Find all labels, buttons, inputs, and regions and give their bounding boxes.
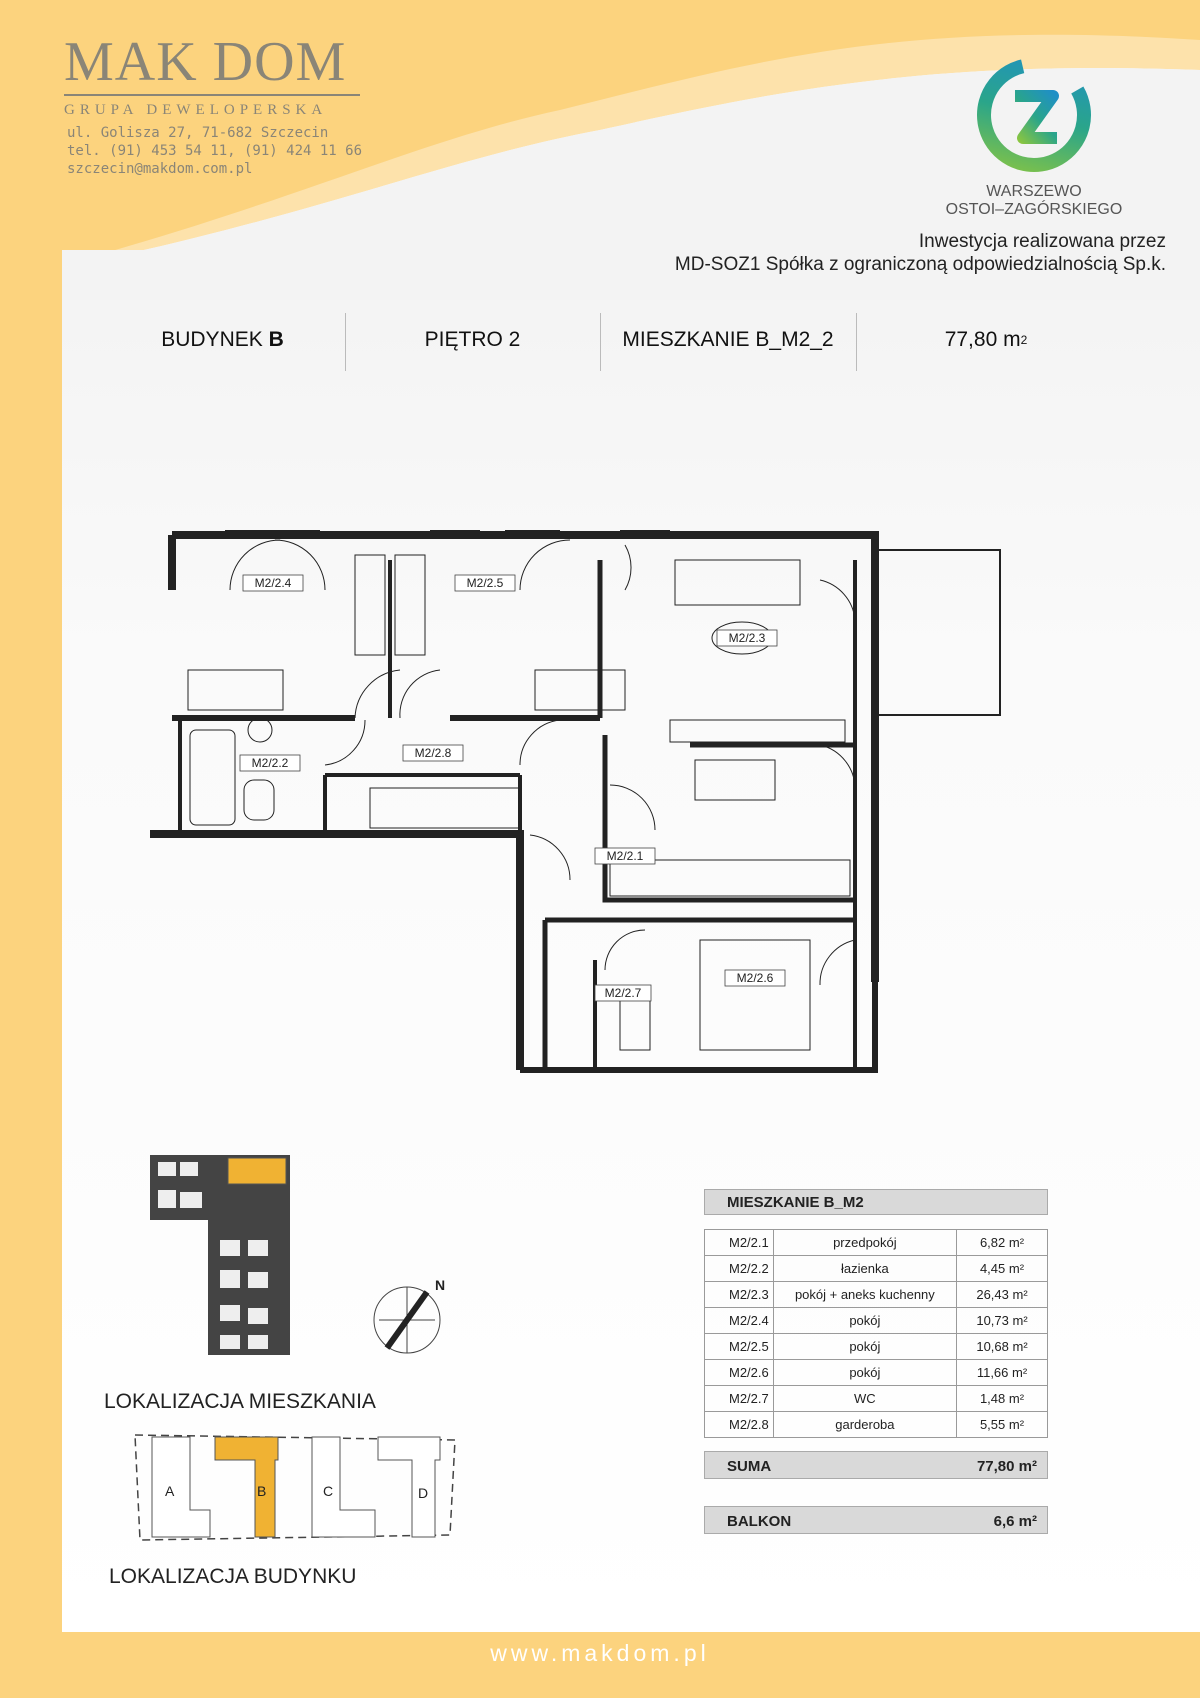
plan-label-r3: M2/2.3 [728, 631, 766, 645]
building-label-d: D [418, 1485, 429, 1501]
room-area: 5,55 m² [957, 1412, 1048, 1438]
apartment-location-map [148, 1150, 298, 1365]
logo-name: MAK DOM [64, 31, 347, 93]
plan-label-r2: M2/2.2 [251, 756, 289, 770]
room-id: M2/2.7 [705, 1386, 774, 1412]
room-area: 4,45 m² [957, 1256, 1048, 1282]
room-id: M2/2.1 [705, 1230, 774, 1256]
room-id: M2/2.8 [705, 1412, 774, 1438]
balcony-row [704, 1506, 1048, 1534]
building-label-b: B [257, 1483, 267, 1499]
investor-line1: Inwestycja realizowana przez [918, 231, 1166, 252]
logo-divider [64, 94, 360, 96]
rooms-sum-row [704, 1451, 1048, 1479]
room-area: 26,43 m² [957, 1282, 1048, 1308]
investor-line2: MD-SOZ1 Spółka z ograniczoną odpowiedzialnością Sp.k. [674, 254, 1166, 275]
compass-icon [365, 1275, 455, 1355]
room-name: pokój [773, 1308, 956, 1334]
room-area: 11,66 m² [957, 1360, 1048, 1386]
table-row [705, 1334, 1048, 1360]
balcony-value: 6,6 m² [993, 1513, 1037, 1530]
room-area: 10,73 m² [957, 1308, 1048, 1334]
building-location-map [130, 1425, 460, 1555]
area-value: 77,80 m [944, 328, 1021, 351]
building-location-title: LOKALIZACJA BUDYNKU [109, 1565, 357, 1588]
room-id: M2/2.4 [705, 1308, 774, 1334]
project-name [920, 183, 1148, 219]
plan-label-r8: M2/2.8 [414, 746, 452, 760]
building-label: BUDYNEK [161, 328, 263, 351]
project-name-line1: WARSZEWO [986, 183, 1082, 200]
plan-label-r4: M2/2.4 [254, 576, 292, 590]
room-id: M2/2.6 [705, 1360, 774, 1386]
rooms-table [704, 1229, 1048, 1438]
table-row [705, 1360, 1048, 1386]
table-row [705, 1230, 1048, 1256]
header-floor: PIĘTRO 2 [424, 328, 521, 351]
building-value: B [268, 328, 284, 351]
area-unit-sup: 2 [1020, 333, 1028, 347]
plan-label-r5: M2/2.5 [466, 576, 504, 590]
building-label-c: C [323, 1483, 334, 1499]
plan-label-r7: M2/2.7 [604, 986, 642, 1000]
sum-label: SUMA [727, 1458, 772, 1475]
warszewo-logo-icon [975, 56, 1093, 174]
plan-label-r1: M2/2.1 [606, 849, 644, 863]
compass-north-label: N [435, 1277, 446, 1293]
header-area [856, 310, 1116, 370]
room-name: pokój + aneks kuchenny [773, 1282, 956, 1308]
logo-subtitle: GRUPA DEWELOPERSKA [64, 102, 328, 118]
contact-phone: tel. (91) 453 54 11, (91) 424 11 66 [67, 143, 363, 159]
balcony-label: BALKON [727, 1513, 792, 1530]
header-building [100, 310, 345, 370]
room-name: przedpokój [773, 1230, 956, 1256]
header-apartment: MIESZKANIE B_M2_2 [622, 328, 834, 351]
building-label-a: A [165, 1483, 175, 1499]
room-name: łazienka [773, 1256, 956, 1282]
room-id: M2/2.3 [705, 1282, 774, 1308]
rooms-table-title: MIESZKANIE B_M2 [704, 1189, 1048, 1215]
room-id: M2/2.5 [705, 1334, 774, 1360]
table-row [705, 1308, 1048, 1334]
sum-value: 77,80 m² [976, 1458, 1037, 1475]
room-name: garderoba [773, 1412, 956, 1438]
contact-block [67, 124, 362, 178]
footer-website[interactable]: www.makdom.pl [490, 1640, 710, 1666]
room-area: 10,68 m² [957, 1334, 1048, 1360]
room-name: pokój [773, 1360, 956, 1386]
table-row [705, 1256, 1048, 1282]
makdom-logo [64, 31, 360, 119]
floor-plan [150, 530, 1090, 1080]
room-area: 1,48 m² [957, 1386, 1048, 1412]
table-row [705, 1386, 1048, 1412]
plan-label-r6: M2/2.6 [736, 971, 774, 985]
room-name: pokój [773, 1334, 956, 1360]
project-name-line2: OSTOI–ZAGÓRSKIEGO [945, 201, 1123, 218]
table-row [705, 1412, 1048, 1438]
room-name: WC [773, 1386, 956, 1412]
contact-email[interactable]: szczecin@makdom.com.pl [67, 161, 253, 177]
apartment-location-title: LOKALIZACJA MIESZKANIA [104, 1390, 376, 1413]
table-row [705, 1282, 1048, 1308]
room-id: M2/2.2 [705, 1256, 774, 1282]
contact-address: ul. Golisza 27, 71-682 Szczecin [67, 125, 329, 141]
investor-info [675, 230, 1166, 276]
room-area: 6,82 m² [957, 1230, 1048, 1256]
